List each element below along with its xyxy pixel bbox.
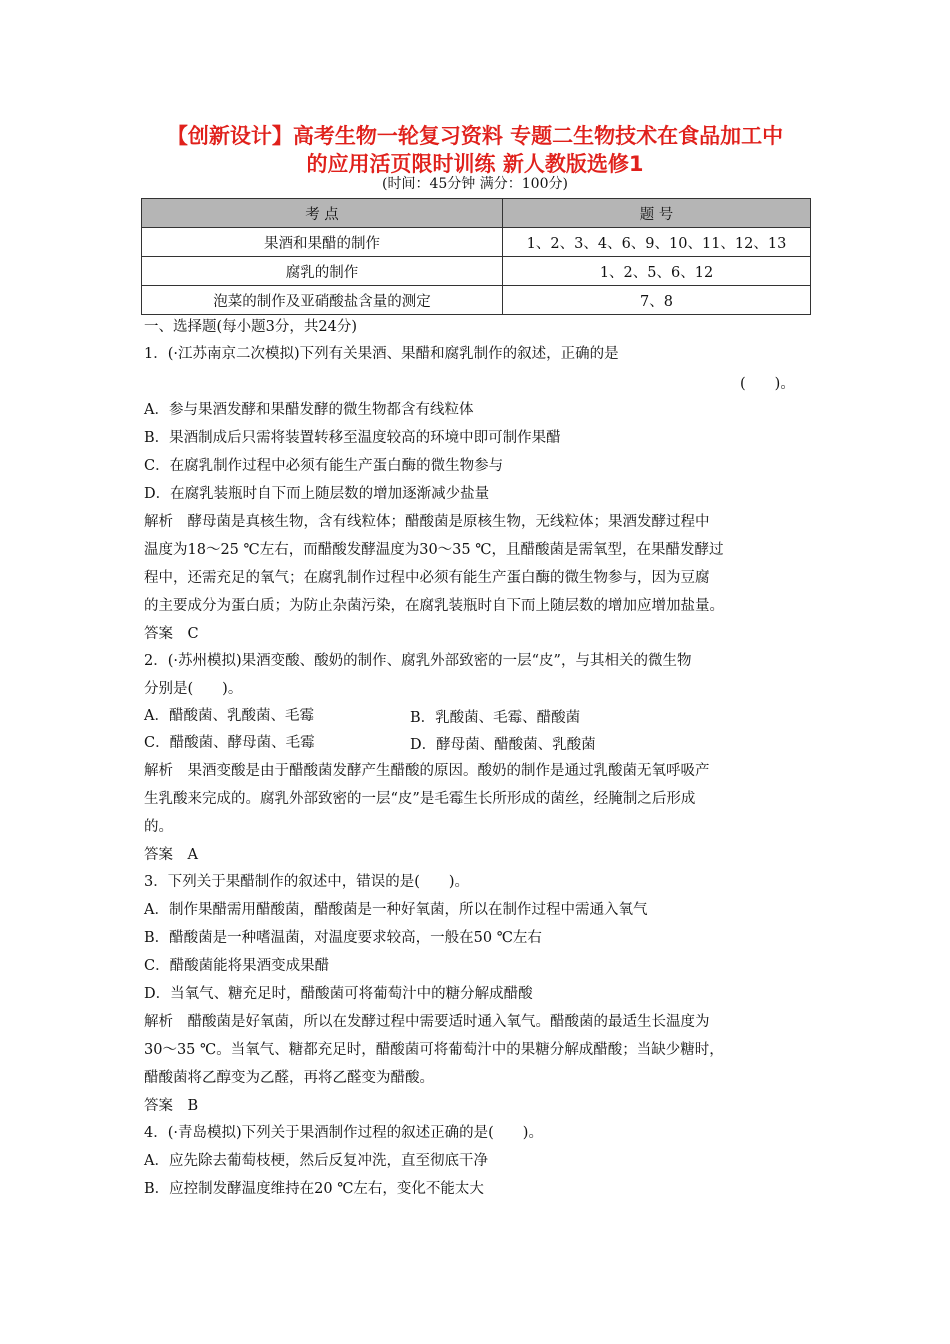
table-cell-topic: 腐乳的制作	[142, 257, 503, 286]
q1-stem: 1．(·江苏南京二次模拟)下列有关果酒、果醋和腐乳制作的叙述，正确的是	[144, 346, 619, 362]
document-title-line-1: 【创新设计】高考生物一轮复习资料 专题二生物技术在食品加工中	[166, 124, 784, 148]
q2-stem: 2．(·苏州模拟)果酒变酸、酸奶的制作、腐乳外部致密的一层“皮”，与其相关的微生物	[144, 653, 692, 669]
q3-option-d: D．当氧气、糖充足时，醋酸菌可将葡萄汁中的糖分解成醋酸	[144, 986, 533, 1002]
table-header-topic: 考 点	[142, 199, 503, 228]
time-and-score: (时间：45分钟 满分：100分)	[382, 176, 568, 192]
q1-explanation: 程中，还需充足的氧气；在腐乳制作过程中必须有能生产蛋白酶的微生物参与，因为豆腐	[144, 570, 710, 586]
q2-stem: 分别是( )。	[144, 681, 243, 697]
q3-explanation: 30～35 ℃。当氧气、糖都充足时，醋酸菌可将葡萄汁中的果糖分解成醋酸；当缺少糖时，	[144, 1042, 724, 1058]
q1-option-c: C．在腐乳制作过程中必须有能生产蛋白酶的微生物参与	[144, 458, 504, 474]
table-row	[142, 257, 811, 286]
table-header-row	[142, 199, 811, 228]
q1-explanation: 解析 酵母菌是真核生物，含有线粒体；醋酸菌是原核生物，无线粒体；果酒发酵过程中	[144, 514, 710, 530]
q3-explanation: 解析 醋酸菌是好氧菌，所以在发酵过程中需要适时通入氧气。醋酸菌的最适生长温度为	[144, 1014, 710, 1030]
table-header-questions: 题 号	[503, 199, 811, 228]
q2-option-a: A．醋酸菌、乳酸菌、毛霉	[144, 708, 314, 724]
document-title-line-2: 的应用活页限时训练 新人教版选修1	[306, 152, 644, 176]
q3-option-b: B．醋酸菌是一种嗜温菌，对温度要求较高，一般在50 ℃左右	[144, 930, 542, 946]
q1-explanation: 温度为18～25 ℃左右，而醋酸发酵温度为30～35 ℃，且醋酸菌是需氧型，在果醋发酵过	[144, 542, 724, 558]
q1-option-b: B．果酒制成后只需将装置转移至温度较高的环境中即可制作果醋	[144, 430, 561, 446]
q2-explanation: 解析 果酒变酸是由于醋酸菌发酵产生醋酸的原因。酸奶的制作是通过乳酸菌无氧呼吸产	[144, 763, 710, 779]
q1-explanation: 的主要成分为蛋白质；为防止杂菌污染，在腐乳装瓶时自下而上随层数的增加应增加盐量。	[144, 598, 724, 614]
table-cell-questions: 1、2、3、4、6、9、10、11、12、13	[503, 228, 811, 257]
table-cell-questions: 7、8	[503, 286, 811, 315]
q3-answer: 答案 B	[144, 1098, 199, 1114]
q4-stem: 4．(·青岛模拟)下列关于果酒制作过程的叙述正确的是( )。	[144, 1125, 543, 1141]
q1-option-a: A．参与果酒发酵和果醋发酵的微生物都含有线粒体	[144, 402, 474, 418]
q2-option-d: D．酵母菌、醋酸菌、乳酸菌	[410, 737, 596, 753]
q2-option-b: B．乳酸菌、毛霉、醋酸菌	[410, 710, 581, 726]
q2-explanation: 的。	[144, 819, 173, 835]
table-cell-topic: 泡菜的制作及亚硝酸盐含量的测定	[142, 286, 503, 315]
table-cell-topic: 果酒和果醋的制作	[142, 228, 503, 257]
q3-option-c: C．醋酸菌能将果酒变成果醋	[144, 958, 330, 974]
table-row	[142, 228, 811, 257]
section-heading: 一、选择题(每小题3分，共24分)	[144, 319, 357, 335]
q4-option-b: B．应控制发酵温度维持在20 ℃左右，变化不能太大	[144, 1181, 484, 1197]
q4-option-a: A．应先除去葡萄枝梗，然后反复冲洗，直至彻底干净	[144, 1153, 488, 1169]
q3-explanation: 醋酸菌将乙醇变为乙醛，再将乙醛变为醋酸。	[144, 1070, 434, 1086]
q3-stem: 3．下列关于果醋制作的叙述中，错误的是( )。	[144, 874, 470, 890]
q1-option-d: D．在腐乳装瓶时自下而上随层数的增加逐渐减少盐量	[144, 486, 490, 502]
q3-option-a: A．制作果醋需用醋酸菌，醋酸菌是一种好氧菌，所以在制作过程中需通入氧气	[144, 902, 648, 918]
topic-table	[141, 198, 811, 315]
q2-option-c: C．醋酸菌、酵母菌、毛霉	[144, 735, 315, 751]
q1-answer: 答案 C	[144, 626, 199, 642]
table-cell-questions: 1、2、5、6、12	[503, 257, 811, 286]
table-row	[142, 286, 811, 315]
q2-explanation: 生乳酸来完成的。腐乳外部致密的一层“皮”是毛霉生长所形成的菌丝，经腌制之后形成	[144, 791, 696, 807]
q2-answer: 答案 A	[144, 847, 198, 863]
q1-answer-bracket: ( )。	[740, 376, 795, 392]
